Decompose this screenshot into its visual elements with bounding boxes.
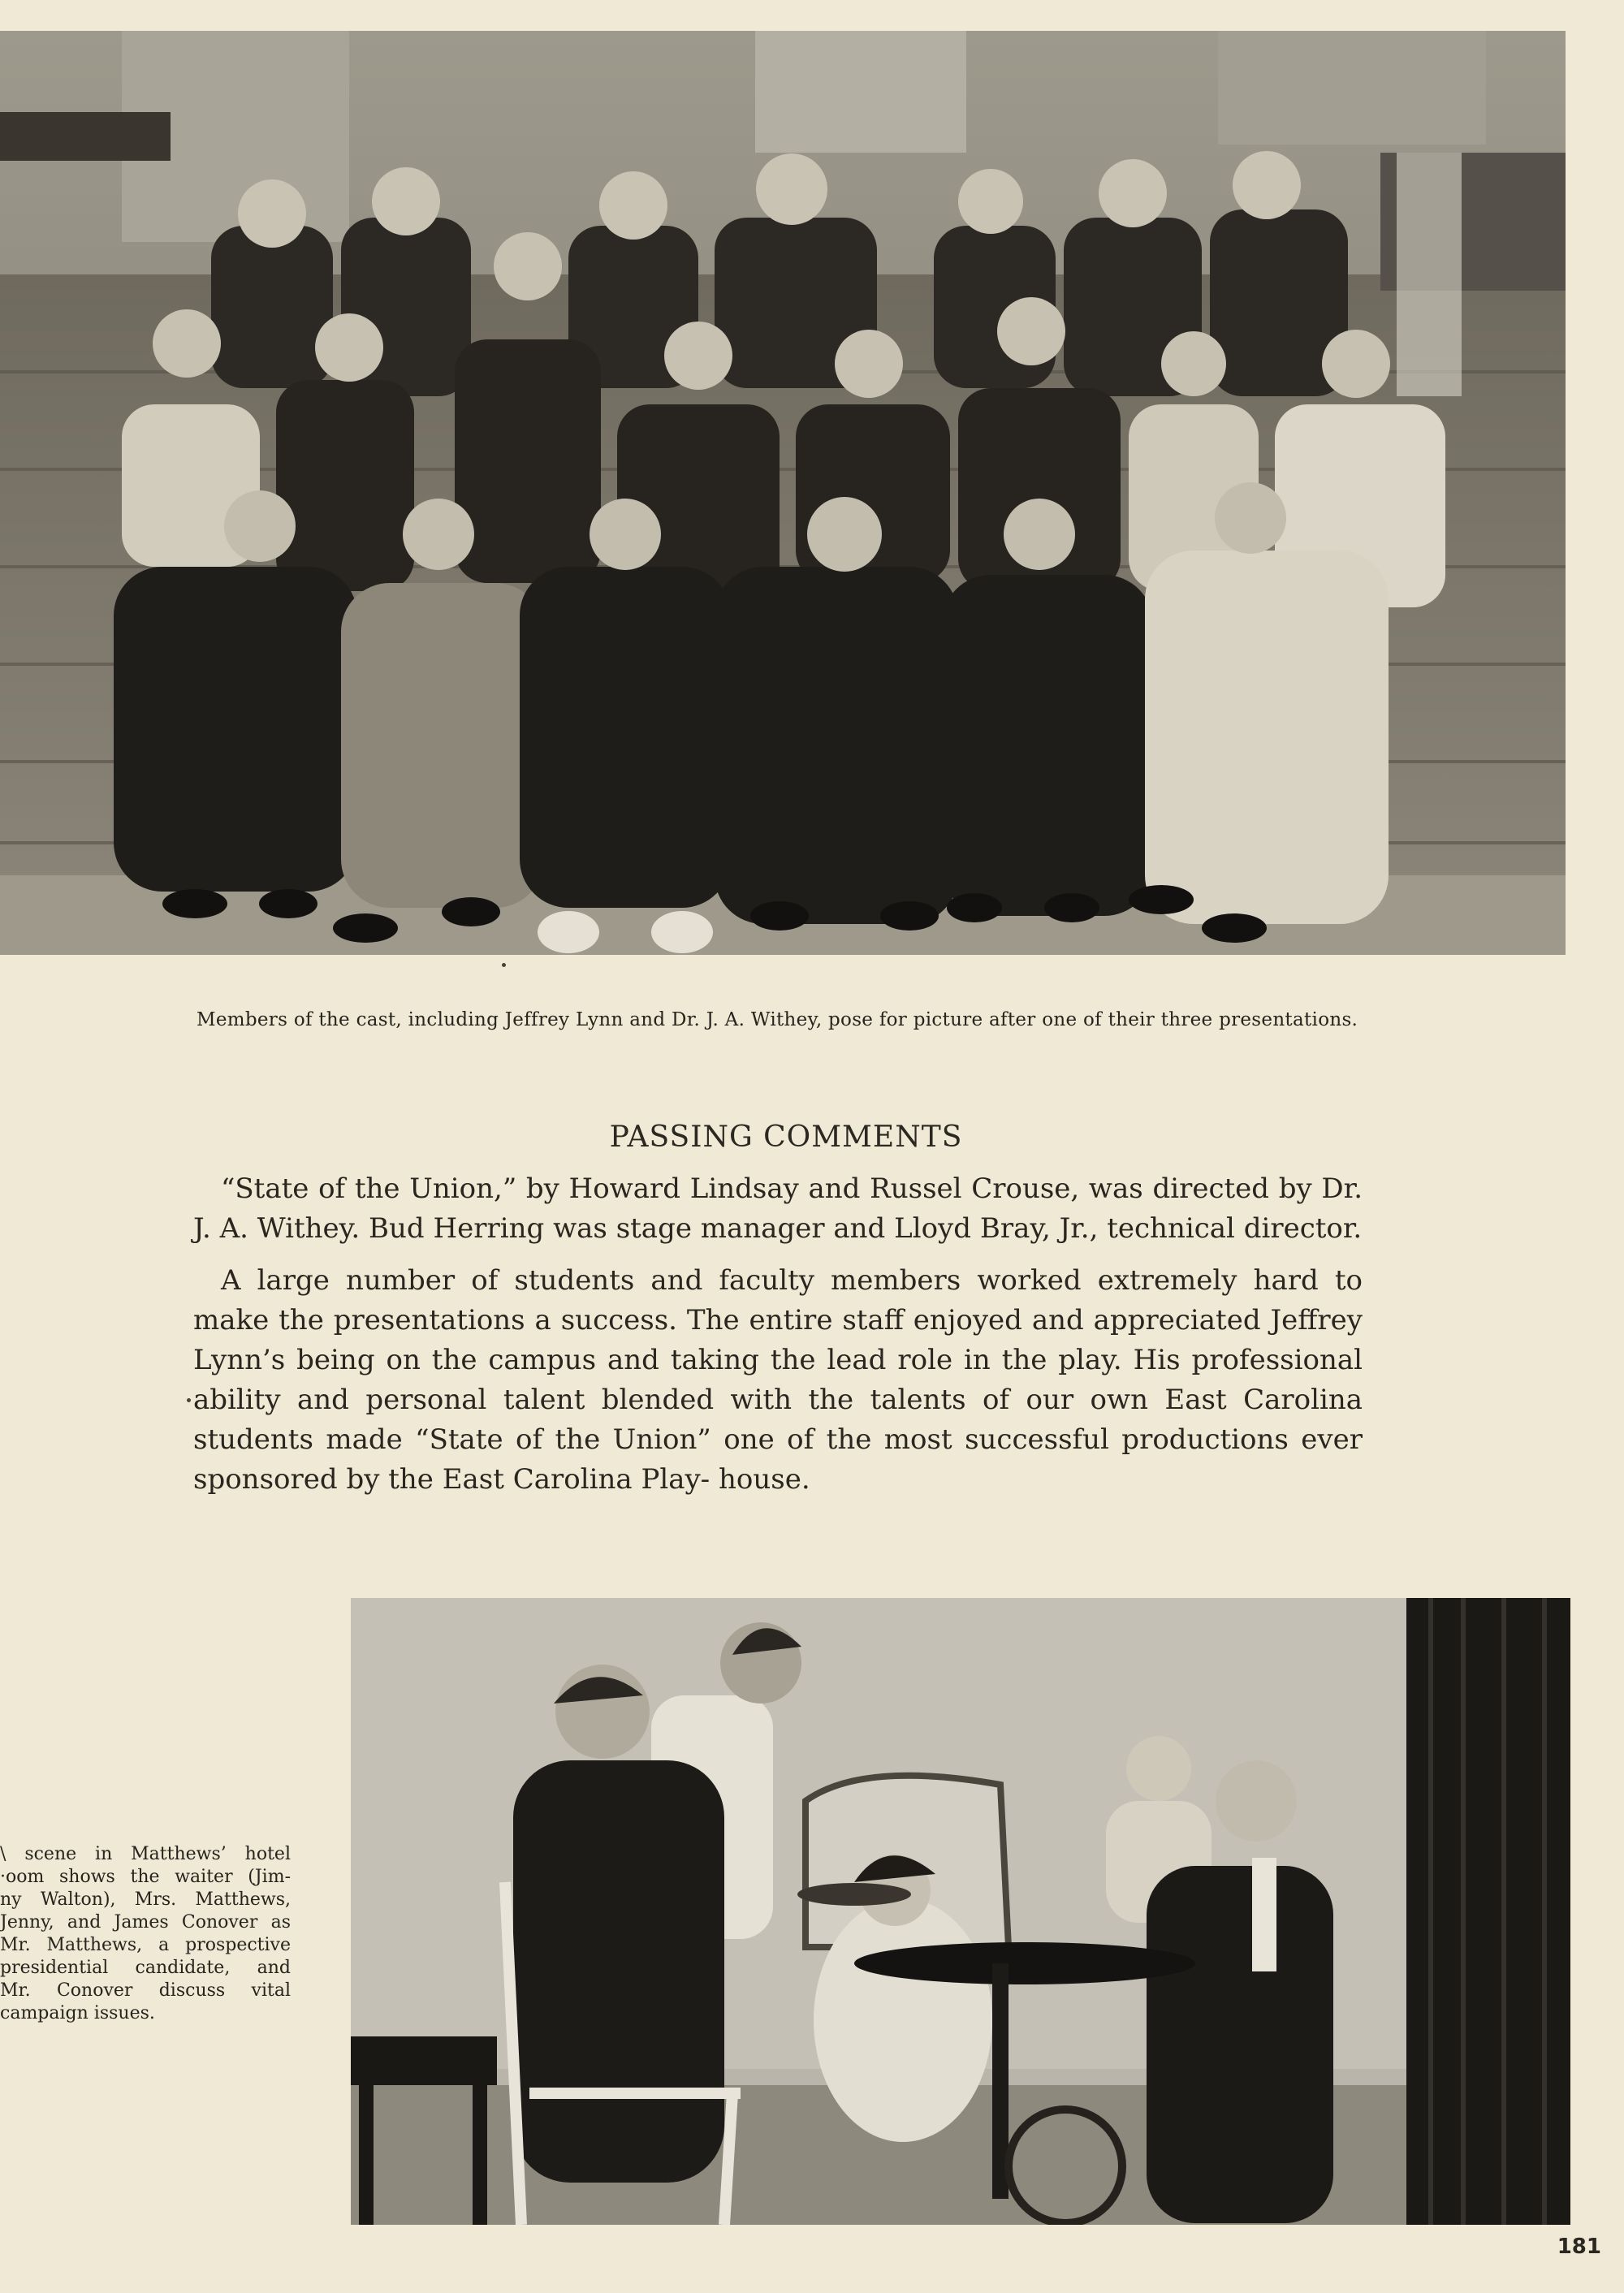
print-mark [187,1398,191,1402]
caption-line: \ scene in Matthews’ hotel [0,1844,291,1864]
section-heading: PASSING COMMENTS [609,1121,963,1154]
bottom-photo-caption [0,1843,291,2025]
page-number: 181 [1557,2235,1601,2259]
caption-line: Mr. Matthews, a prospective [0,1935,291,1955]
caption-line: campaign issues. [0,2003,155,2023]
caption-line: ·oom shows the waiter (Jim- [0,1867,291,1887]
caption-line: presidential candidate, and [0,1958,291,1978]
caption-line: Mr. Conover discuss vital [0,1980,291,2001]
top-photo-caption: Members of the cast, including Jeffrey Lynn and Dr. J. A. Withey, pose for picture after one of their three presentations. [197,1009,1358,1030]
cast-group-photo-image [0,31,1566,955]
hotel-scene-photo [351,1598,1570,2225]
cast-group-photo [0,31,1566,955]
hotel-scene-photo-image [351,1598,1570,2225]
body-paragraph-2: A large number of students and faculty members worked extremely hard to make the presentations a success. The entire staff enjoyed and appreciated Jeffrey Lynn’s being on the campus and taking the lead role in the play. His professional ability and personal talent blended with the talents of our own East Carolina students made “State of the Union” one of the most successful productions ever sponsored by the East Carolina Play- house. [193,1264,1363,1496]
caption-line: Jenny, and James Conover as [0,1912,291,1932]
print-mark [502,963,506,967]
caption-line: ny Walton), Mrs. Matthews, [0,1889,291,1910]
body-paragraph-1: “State of the Union,” by Howard Lindsay and Russel Crouse, was directed by Dr. J. A. Withey. Bud Herring was stage manager and Lloyd Bray, Jr., technical director. [193,1172,1363,1245]
